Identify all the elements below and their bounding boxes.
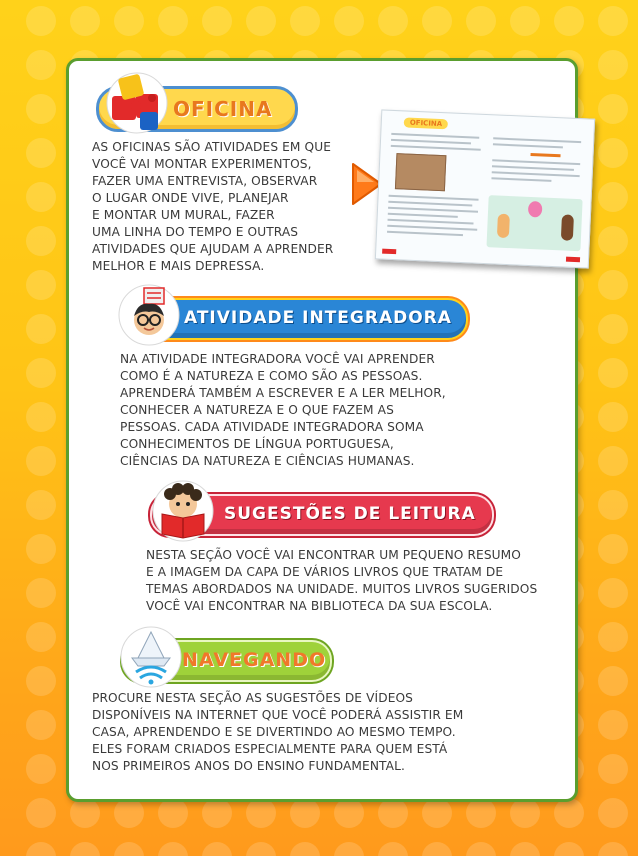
sugestoes-de-leitura-description: NESTA SEÇÃO VOCÊ VAI ENCONTRAR UM PEQUENO RESUMO E A IMAGEM DA CAPA DE VÁRIOS LIVROS QUE TRATAM DE TEMAS ABORDADOS NA UNIDADE. MUITOS LIVROS SUGERIDOS VOCÊ VAI ENCONTRAR NA BIBLIOTECA DA SUA ESCOLA. [146,548,538,613]
background-circle [290,798,320,828]
background-circle [598,446,628,476]
background-circle [26,94,56,124]
background-circle [378,798,408,828]
background-circle [422,798,452,828]
background-circle [26,622,56,652]
background-circle [554,6,584,36]
background-circle [114,6,144,36]
navegando-description: PROCURE NESTA SEÇÃO AS SUGESTÕES DE VÍDEOS DISPONÍVEIS NA INTERNET QUE VOCÊ PODERÁ ASSISTIR EM CASA, APRENDENDO E SE DIVERTINDO AO MESMO TEMPO. ELES FORAM CRIADOS ESPECIALMENTE PARA QUEM ESTÁ NOS PRIMEIROS ANOS DO ENSINO FUNDAMENTAL. [92,691,464,773]
paper-boat-wifi-icon [118,624,184,690]
child-reading-book-icon [150,478,216,544]
background-circle [422,6,452,36]
background-circle [598,402,628,432]
preview-photo [395,153,447,191]
background-circle [554,798,584,828]
background-circle [466,6,496,36]
background-circle [26,578,56,608]
background-circle [158,6,188,36]
preview-subheading [530,153,560,157]
background-circle [26,270,56,300]
navegando-title: NAVEGANDO [182,649,327,671]
background-circle [510,842,540,856]
oficina-description: AS OFICINAS SÃO ATIVIDADES EM QUE VOCÊ VAI MONTAR EXPERIMENTOS, FAZER UMA ENTREVISTA, OBSERVAR O LUGAR ONDE VIVE, PLANEJAR E MONTAR UM MURAL, FAZER UMA LINHA DO TEMPO E OUTRAS ATIVIDADES QUE AJUDAM A APRENDER MELHOR E MAIS DEPRESSA. [92,140,334,273]
student-with-glasses-icon [116,282,182,348]
background-circle [26,314,56,344]
background-circle [334,842,364,856]
background-circle [114,798,144,828]
background-circle [466,842,496,856]
background-circle [598,534,628,564]
background-circle [598,622,628,652]
background-circle [290,842,320,856]
background-circle [158,798,188,828]
background-circle [70,798,100,828]
background-circle [598,182,628,212]
background-circle [202,842,232,856]
background-circle [598,490,628,520]
background-circle [334,798,364,828]
background-circle [26,226,56,256]
background-circle [598,710,628,740]
background-circle [290,6,320,36]
background-circle [598,798,628,828]
background-circle [598,138,628,168]
atividade-integradora-title: ATIVIDADE INTEGRADORA [184,308,452,328]
puzzle-icon [104,68,170,138]
background-circle [202,798,232,828]
background-circle [202,6,232,36]
background-circle [598,842,628,856]
preview-title: OFICINA [404,117,449,129]
background-circle [510,6,540,36]
background-circle [598,358,628,388]
background-circle [598,226,628,256]
background-circle [598,6,628,36]
oficina-page-preview [375,109,595,268]
background-circle [26,666,56,696]
background-circle [466,798,496,828]
background-circle [26,710,56,740]
background-circle [26,6,56,36]
background-circle [26,402,56,432]
background-circle [598,578,628,608]
background-circle [422,842,452,856]
background-circle [26,358,56,388]
background-circle [26,798,56,828]
background-circle [334,6,364,36]
background-circle [246,842,276,856]
background-circle [70,842,100,856]
background-circle [26,182,56,212]
background-circle [26,842,56,856]
background-circle [510,798,540,828]
sugestoes-de-leitura-title: SUGESTÕES DE LEITURA [224,504,476,524]
background-circle [598,94,628,124]
background-circle [26,138,56,168]
background-circle [378,842,408,856]
background-circle [246,6,276,36]
background-circle [598,754,628,784]
background-circle [26,446,56,476]
background-circle [158,842,188,856]
background-circle [26,534,56,564]
background-circle [378,6,408,36]
background-circle [26,50,56,80]
atividade-integradora-description: NA ATIVIDADE INTEGRADORA VOCÊ VAI APRENDER COMO É A NATUREZA E COMO SÃO AS PESSOAS. APRENDERÁ TAMBÉM A ESCREVER E A LER MELHOR, CONHECER A NATUREZA E O QUE FAZEM AS PESSOAS. CADA ATIVIDADE INTEGRADORA SOMA CONHECIMENTOS DE LÍNGUA PORTUGUESA, CIÊNCIAS DA NATUREZA E CIÊNCIAS HUMANAS. [120,352,446,468]
background-circle [70,6,100,36]
background-circle [554,842,584,856]
background-circle [598,314,628,344]
oficina-title: OFICINA [173,97,273,121]
background-circle [598,50,628,80]
background-circle [598,666,628,696]
background-circle [114,842,144,856]
background-circle [246,798,276,828]
background-circle [598,270,628,300]
background-circle [26,754,56,784]
background-circle [26,490,56,520]
